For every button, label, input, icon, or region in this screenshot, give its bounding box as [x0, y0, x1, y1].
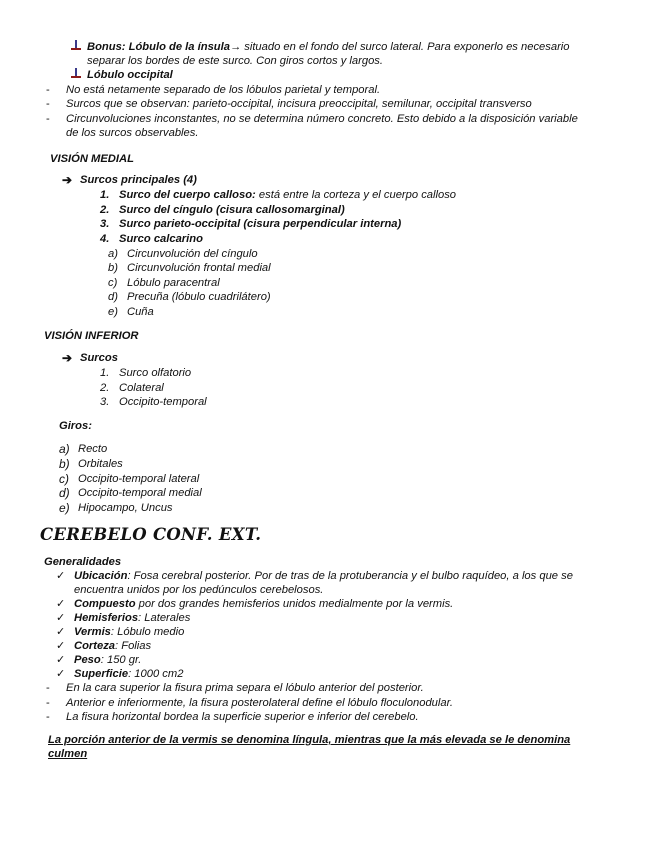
- list-number: 1.: [100, 189, 110, 201]
- check-superficie: [74, 667, 183, 681]
- list-number: 3.: [100, 396, 110, 408]
- medial-item-2: Surco del cíngulo (cisura callosomarginal): [119, 204, 345, 216]
- check-superficie-title: Superficie: [74, 668, 129, 680]
- giro-item: Orbitales: [78, 458, 123, 470]
- list-number: 3.: [100, 218, 110, 230]
- cerebelo-note: En la cara superior la fisura prima separa el lóbulo anterior del posterior.: [66, 682, 424, 694]
- checkmark-icon: ✓: [56, 640, 66, 652]
- list-letter: c): [59, 472, 69, 486]
- list-number: 2.: [100, 204, 110, 216]
- note-line: Circunvoluciones inconstantes, no se determina número concreto. Esto debido a la disposición variable: [66, 113, 578, 125]
- list-letter: d): [59, 486, 70, 500]
- check-corteza: [74, 639, 151, 653]
- medial-item-1: [119, 188, 456, 202]
- list-letter: b): [59, 457, 70, 471]
- heading-giros: Giros:: [59, 420, 92, 432]
- check-vermis-title: Vermis: [74, 626, 111, 638]
- note-line-cont: de los surcos observables.: [66, 127, 199, 139]
- check-vermis: [74, 625, 184, 639]
- medial-item-3: Surco parieto-occipital (cisura perpendicular interna): [119, 218, 402, 230]
- check-corteza-title: Corteza: [74, 640, 116, 652]
- giro-item: Occipito-temporal lateral: [78, 473, 200, 485]
- check-peso-text: : 150 gr.: [100, 654, 142, 666]
- inferior-surco: Occipito-temporal: [119, 396, 207, 408]
- checkmark-icon: ✓: [56, 598, 66, 610]
- medial-item-1-title: Surco del cuerpo calloso:: [119, 189, 256, 201]
- list-number: 4.: [100, 233, 110, 245]
- check-ubicacion-text: : Fosa cerebral posterior. Por de tras de la protuberancia y el bulbo raquídeo, a los que se: [127, 570, 573, 582]
- note-line: No está netamente separado de los lóbulos parietal y temporal.: [66, 84, 381, 96]
- giro-item: Hipocampo, Uncus: [78, 502, 173, 514]
- checkmark-icon: ✓: [56, 612, 66, 624]
- pin-bullet-icon: [70, 40, 82, 56]
- check-compuesto: [74, 597, 453, 611]
- list-number: 2.: [100, 382, 110, 394]
- medial-item-1-text: está entre la corteza y el cuerpo calloso: [255, 189, 457, 201]
- heading-vision-medial: VISIÓN MEDIAL: [50, 153, 134, 165]
- inferior-surco: Surco olfatorio: [119, 367, 192, 379]
- heading-vision-inferior: VISIÓN INFERIOR: [44, 330, 139, 342]
- cerebelo-note: Anterior e inferiormente, la fisura posterolateral define el lóbulo floculonodular.: [66, 697, 454, 709]
- lettered-item: Cuña: [127, 306, 154, 318]
- checkmark-icon: ✓: [56, 668, 66, 680]
- list-letter: e): [108, 306, 118, 318]
- lettered-item: Lóbulo paracentral: [127, 277, 220, 289]
- section-title-cerebelo: CEREBELO CONF. EXT.: [40, 525, 262, 544]
- arrow-right-icon: ➔: [62, 173, 73, 187]
- bullet-insula-cont: separar los bordes de este surco. Con giros cortos y largos.: [87, 55, 383, 67]
- note-line: Surcos que se observan: parieto-occipital, incisura preoccipital, semilunar, occipital transverso: [66, 98, 532, 110]
- check-ubicacion: [74, 569, 573, 583]
- list-letter: d): [108, 291, 118, 303]
- check-peso-title: Peso: [74, 654, 101, 666]
- bullet-insula-title: Bonus: Lóbulo de la ínsula: [87, 41, 230, 53]
- dash-marker: -: [46, 697, 50, 709]
- dash-marker: -: [46, 84, 50, 96]
- bullet-occipital: Lóbulo occipital: [87, 69, 173, 81]
- medial-item-4: Surco calcarino: [119, 233, 203, 245]
- check-hemisferios-title: Hemisferios: [74, 612, 139, 624]
- closing-statement-cont: culmen: [48, 748, 88, 760]
- check-ubicacion-cont: encuentra unidos por los pedúnculos cerebelosos.: [74, 584, 324, 596]
- checkmark-icon: ✓: [56, 654, 66, 666]
- check-compuesto-title: Compuesto: [74, 598, 136, 610]
- bullet-insula: [87, 40, 570, 54]
- closing-statement: La porción anterior de la vermis se denomina língula, mientras que la más elevada se le denomina: [48, 734, 571, 746]
- dash-marker: -: [46, 113, 50, 125]
- list-number: 1.: [100, 367, 110, 379]
- list-letter: c): [108, 277, 118, 289]
- list-letter: b): [108, 262, 118, 274]
- check-compuesto-text: por dos grandes hemisferios unidos medialmente por la vermis.: [135, 598, 454, 610]
- check-superficie-text: : 1000 cm2: [128, 668, 184, 680]
- cerebelo-note: La fisura horizontal bordea la superficie superior e inferior del cerebelo.: [66, 711, 419, 723]
- dash-marker: -: [46, 98, 50, 110]
- dash-marker: -: [46, 682, 50, 694]
- giro-item: Occipito-temporal medial: [78, 487, 202, 499]
- dash-marker: -: [46, 711, 50, 723]
- lettered-item: Circunvolución del cíngulo: [127, 248, 258, 260]
- check-ubicacion-title: Ubicación: [74, 570, 128, 582]
- subheading-surcos: Surcos: [80, 352, 118, 364]
- heading-generalidades: Generalidades: [44, 556, 122, 568]
- arrow-right-icon: ➔: [62, 351, 73, 365]
- pin-bullet-icon: [70, 68, 82, 84]
- checkmark-icon: ✓: [56, 570, 66, 582]
- subheading-surcos-principales: Surcos principales (4): [80, 174, 197, 186]
- giro-item: Recto: [78, 443, 108, 455]
- check-peso: [74, 653, 141, 667]
- check-hemisferios-text: : Laterales: [138, 612, 191, 624]
- inferior-surco: Colateral: [119, 382, 164, 394]
- lettered-item: Precuña (lóbulo cuadrilátero): [127, 291, 271, 303]
- list-letter: e): [59, 501, 70, 515]
- bullet-insula-text: → situado en el fondo del surco lateral. Para exponerlo es necesario: [229, 41, 570, 53]
- check-corteza-text: : Folias: [115, 640, 152, 652]
- checkmark-icon: ✓: [56, 626, 66, 638]
- list-letter: a): [59, 442, 70, 456]
- check-hemisferios: [74, 611, 190, 625]
- list-letter: a): [108, 248, 118, 260]
- lettered-item: Circunvolución frontal medial: [127, 262, 271, 274]
- check-vermis-text: : Lóbulo medio: [110, 626, 185, 638]
